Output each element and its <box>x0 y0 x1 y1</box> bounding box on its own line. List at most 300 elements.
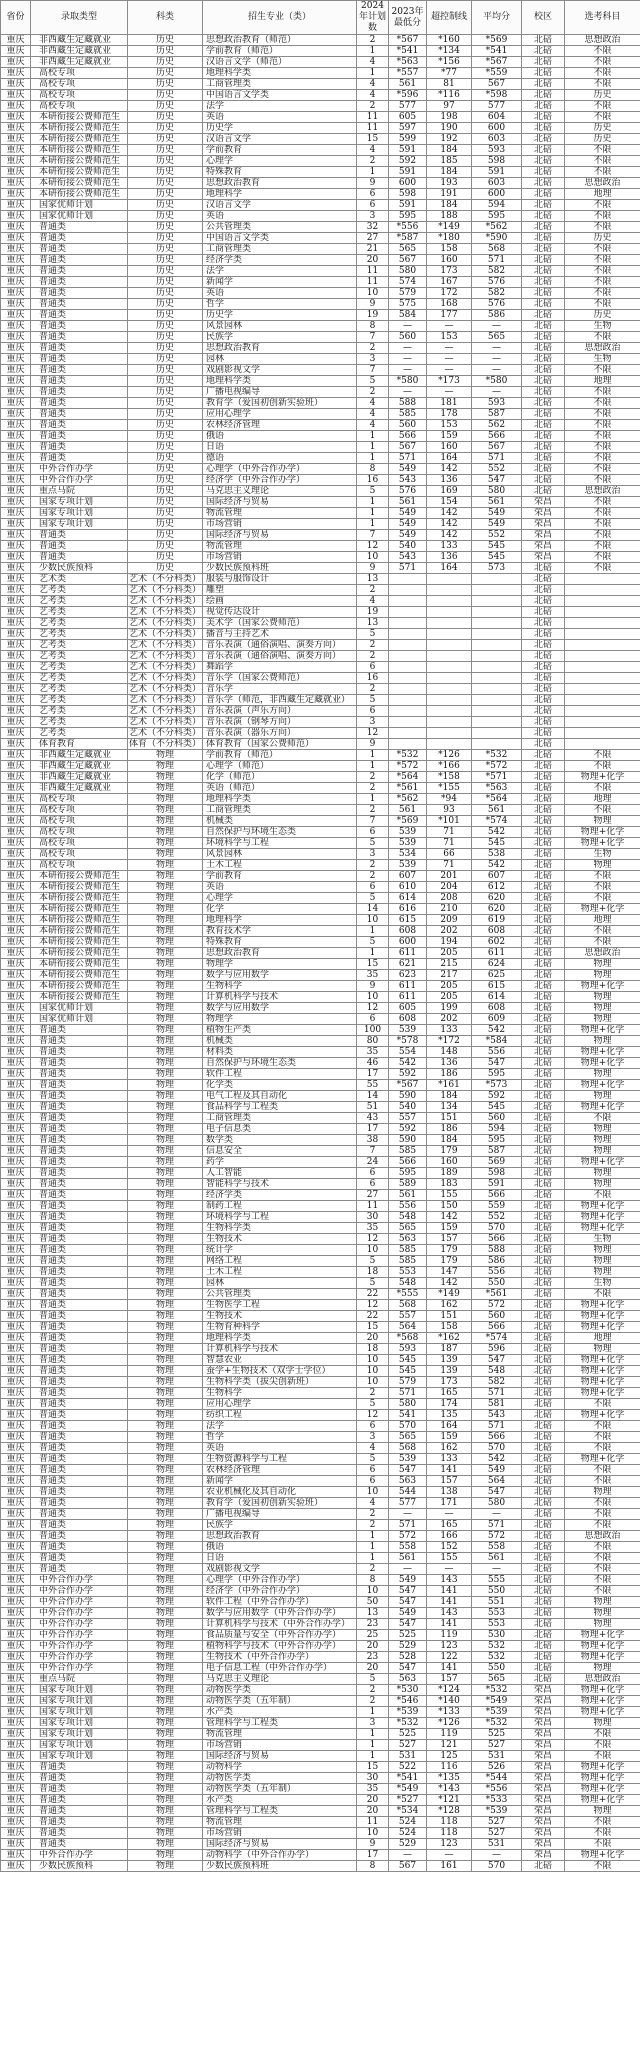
major-cell: 音乐表演（通俗演唱、演奏方向） <box>203 651 357 662</box>
min-score-cell: 608 <box>389 1014 427 1025</box>
major-cell: 音乐表演（通俗演唱、演奏方向） <box>203 640 357 651</box>
admission-type-cell: 普通类 <box>31 1289 128 1300</box>
average-score-cell: *564 <box>472 794 522 805</box>
min-score-cell: 547 <box>389 1586 427 1597</box>
min-score-cell: 567 <box>389 442 427 453</box>
subject-category-cell: 物理 <box>128 1619 203 1630</box>
plan-count-cell: 9 <box>357 1839 389 1850</box>
average-score-cell: 556 <box>472 1267 522 1278</box>
admission-type-cell: 普通类 <box>31 1102 128 1113</box>
required-subjects-cell: 不限 <box>565 222 640 233</box>
required-subjects-cell: 物理+化学 <box>565 1300 640 1311</box>
admission-type-cell: 高校专项 <box>31 849 128 860</box>
table-row <box>1 970 640 981</box>
campus-cell: 北碚 <box>522 1377 565 1388</box>
min-score-cell: 545 <box>389 1366 427 1377</box>
campus-cell: 北碚 <box>522 387 565 398</box>
table-row <box>1 1311 640 1322</box>
required-subjects-cell: 不限 <box>565 255 640 266</box>
admission-type-cell: 本研衔接公费师范生 <box>31 948 128 959</box>
min-score-cell: 592 <box>389 156 427 167</box>
plan-count-cell: 20 <box>357 1806 389 1817</box>
plan-count-cell: 1 <box>357 46 389 57</box>
admission-type-cell: 国家优师计划 <box>31 1003 128 1014</box>
admission-type-cell: 普通类 <box>31 1366 128 1377</box>
table-row <box>1 684 640 695</box>
subject-category-cell: 历史 <box>128 90 203 101</box>
average-score-cell <box>472 662 522 673</box>
table-row <box>1 1729 640 1740</box>
min-score-cell: 621 <box>389 959 427 970</box>
over-line-cell: *126 <box>427 1718 472 1729</box>
subject-category-cell: 历史 <box>128 464 203 475</box>
admission-type-cell: 普通类 <box>31 255 128 266</box>
over-line-cell: 142 <box>427 519 472 530</box>
average-score-cell: 571 <box>472 453 522 464</box>
plan-count-cell: 11 <box>357 266 389 277</box>
plan-count-cell: 5 <box>357 937 389 948</box>
table-row <box>1 1322 640 1333</box>
subject-category-cell: 物理 <box>128 1828 203 1839</box>
min-score-cell: 564 <box>389 1322 427 1333</box>
major-cell: 物流管理 <box>203 1817 357 1828</box>
over-line-cell: 202 <box>427 1014 472 1025</box>
average-score-cell: 600 <box>472 123 522 134</box>
subject-category-cell: 历史 <box>128 156 203 167</box>
subject-category-cell: 物理 <box>128 1003 203 1014</box>
major-cell: 心理学（师范） <box>203 761 357 772</box>
table-row <box>1 354 640 365</box>
plan-count-cell: 15 <box>357 134 389 145</box>
header-subject-category: 科类 <box>128 1 203 35</box>
province-cell: 重庆 <box>1 1674 31 1685</box>
required-subjects-cell: 物理+化学 <box>565 981 640 992</box>
min-score-cell: *532 <box>389 750 427 761</box>
table-row <box>1 959 640 970</box>
plan-count-cell: 2 <box>357 651 389 662</box>
major-cell: 新闻学 <box>203 1476 357 1487</box>
province-cell: 重庆 <box>1 1443 31 1454</box>
campus-cell: 北碚 <box>522 1487 565 1498</box>
campus-cell: 北碚 <box>522 365 565 376</box>
table-row <box>1 1861 640 1872</box>
admission-type-cell: 普通类 <box>31 1498 128 1509</box>
table-row <box>1 1751 640 1762</box>
over-line-cell: *116 <box>427 90 472 101</box>
required-subjects-cell: 生物 <box>565 1234 640 1245</box>
required-subjects-cell: 不限 <box>565 1509 640 1520</box>
required-subjects-cell: 物理+化学 <box>565 827 640 838</box>
province-cell: 重庆 <box>1 101 31 112</box>
admission-type-cell: 非西藏生定藏就业 <box>31 57 128 68</box>
table-row <box>1 57 640 68</box>
campus-cell: 北碚 <box>522 574 565 585</box>
over-line-cell: *172 <box>427 1036 472 1047</box>
min-score-cell: 563 <box>389 1476 427 1487</box>
campus-cell: 北碚 <box>522 1179 565 1190</box>
plan-count-cell: 11 <box>357 123 389 134</box>
plan-count-cell: 10 <box>357 1355 389 1366</box>
over-line-cell <box>427 695 472 706</box>
over-line-cell: *155 <box>427 783 472 794</box>
province-cell: 重庆 <box>1 1234 31 1245</box>
required-subjects-cell: 思想政治 <box>565 1674 640 1685</box>
province-cell: 重庆 <box>1 541 31 552</box>
required-subjects-cell: 物理+化学 <box>565 772 640 783</box>
plan-count-cell: 13 <box>357 618 389 629</box>
average-score-cell: *559 <box>472 68 522 79</box>
over-line-cell: *128 <box>427 1806 472 1817</box>
plan-count-cell: 1 <box>357 750 389 761</box>
required-subjects-cell: 物理 <box>565 1245 640 1256</box>
plan-count-cell: 11 <box>357 112 389 123</box>
campus-cell: 北碚 <box>522 1058 565 1069</box>
average-score-cell: — <box>472 343 522 354</box>
major-cell: 地理科学类 <box>203 1333 357 1344</box>
required-subjects-cell: 不限 <box>565 508 640 519</box>
campus-cell: 北碚 <box>522 1223 565 1234</box>
required-subjects-cell <box>565 717 640 728</box>
required-subjects-cell: 物理+化学 <box>565 1223 640 1234</box>
subject-category-cell: 物理 <box>128 1542 203 1553</box>
province-cell: 重庆 <box>1 915 31 926</box>
min-score-cell: 595 <box>389 211 427 222</box>
plan-count-cell: 7 <box>357 816 389 827</box>
over-line-cell <box>427 607 472 618</box>
plan-count-cell: 9 <box>357 981 389 992</box>
province-cell: 重庆 <box>1 321 31 332</box>
plan-count-cell: 35 <box>357 970 389 981</box>
table-row <box>1 871 640 882</box>
subject-category-cell: 物理 <box>128 750 203 761</box>
subject-category-cell: 历史 <box>128 112 203 123</box>
min-score-cell <box>389 629 427 640</box>
over-line-cell: *158 <box>427 772 472 783</box>
major-cell: 管理科学与工程类 <box>203 1718 357 1729</box>
admission-type-cell: 本研衔接公费师范生 <box>31 981 128 992</box>
average-score-cell: 549 <box>472 519 522 530</box>
required-subjects-cell: 不限 <box>565 112 640 123</box>
average-score-cell: 552 <box>472 464 522 475</box>
admission-type-cell: 普通类 <box>31 343 128 354</box>
over-line-cell: — <box>427 1564 472 1575</box>
province-cell: 重庆 <box>1 376 31 387</box>
province-cell: 重庆 <box>1 1465 31 1476</box>
over-line-cell: 133 <box>427 1454 472 1465</box>
major-cell: 网络工程 <box>203 1256 357 1267</box>
over-line-cell <box>427 596 472 607</box>
plan-count-cell: 46 <box>357 1058 389 1069</box>
table-row <box>1 1586 640 1597</box>
plan-count-cell: 13 <box>357 1608 389 1619</box>
admission-type-cell: 普通类 <box>31 1399 128 1410</box>
campus-cell: 北碚 <box>522 211 565 222</box>
plan-count-cell: 10 <box>357 1487 389 1498</box>
over-line-cell: 141 <box>427 1586 472 1597</box>
over-line-cell: 141 <box>427 1597 472 1608</box>
over-line-cell <box>427 662 472 673</box>
major-cell: 德语 <box>203 453 357 464</box>
subject-category-cell: 物理 <box>128 1564 203 1575</box>
campus-cell: 北碚 <box>522 1025 565 1036</box>
major-cell: 广播电视编导 <box>203 1509 357 1520</box>
min-score-cell <box>389 695 427 706</box>
min-score-cell <box>389 728 427 739</box>
province-cell: 重庆 <box>1 332 31 343</box>
min-score-cell: 548 <box>389 1212 427 1223</box>
plan-count-cell: 6 <box>357 1014 389 1025</box>
plan-count-cell: 19 <box>357 310 389 321</box>
table-row <box>1 1102 640 1113</box>
campus-cell: 北碚 <box>522 695 565 706</box>
campus-cell: 北碚 <box>522 838 565 849</box>
table-row <box>1 1410 640 1421</box>
province-cell: 重庆 <box>1 860 31 871</box>
subject-category-cell: 物理 <box>128 926 203 937</box>
min-score-cell: 605 <box>389 1003 427 1014</box>
plan-count-cell: 1 <box>357 1751 389 1762</box>
admission-type-cell: 普通类 <box>31 233 128 244</box>
plan-count-cell: 1 <box>357 1707 389 1718</box>
admission-type-cell: 艺考类 <box>31 596 128 607</box>
plan-count-cell: 3 <box>357 1432 389 1443</box>
province-cell: 重庆 <box>1 904 31 915</box>
campus-cell: 北碚 <box>522 277 565 288</box>
over-line-cell: 157 <box>427 1476 472 1487</box>
admission-type-cell: 普通类 <box>31 332 128 343</box>
campus-cell: 北碚 <box>522 662 565 673</box>
required-subjects-cell: 物理+化学 <box>565 1850 640 1861</box>
plan-count-cell: 51 <box>357 1102 389 1113</box>
min-score-cell <box>389 607 427 618</box>
province-cell: 重庆 <box>1 530 31 541</box>
average-score-cell: 570 <box>472 1223 522 1234</box>
major-cell: 动物医学类（五年制） <box>203 1784 357 1795</box>
average-score-cell: — <box>472 1850 522 1861</box>
table-row <box>1 376 640 387</box>
min-score-cell: 608 <box>389 926 427 937</box>
province-cell: 重庆 <box>1 167 31 178</box>
major-cell: 地理科学 <box>203 915 357 926</box>
plan-count-cell: 4 <box>357 420 389 431</box>
province-cell: 重庆 <box>1 1542 31 1553</box>
average-score-cell: 547 <box>472 1058 522 1069</box>
over-line-cell: 71 <box>427 860 472 871</box>
subject-category-cell: 物理 <box>128 1300 203 1311</box>
required-subjects-cell: 不限 <box>565 1586 640 1597</box>
table-row <box>1 1146 640 1157</box>
campus-cell: 北碚 <box>522 772 565 783</box>
major-cell: 广播电视编导 <box>203 387 357 398</box>
min-score-cell: *534 <box>389 1806 427 1817</box>
admission-type-cell: 普通类 <box>31 1091 128 1102</box>
required-subjects-cell: 物理+化学 <box>565 1047 640 1058</box>
min-score-cell: 590 <box>389 1091 427 1102</box>
min-score-cell: *578 <box>389 1036 427 1047</box>
average-score-cell: 538 <box>472 849 522 860</box>
admission-type-cell: 艺术类 <box>31 574 128 585</box>
province-cell: 重庆 <box>1 1168 31 1179</box>
plan-count-cell: 8 <box>357 464 389 475</box>
plan-count-cell: 16 <box>357 475 389 486</box>
required-subjects-cell <box>565 629 640 640</box>
average-score-cell: 576 <box>472 277 522 288</box>
min-score-cell: 577 <box>389 101 427 112</box>
average-score-cell <box>472 607 522 618</box>
subject-category-cell: 物理 <box>128 1597 203 1608</box>
plan-count-cell: 10 <box>357 1377 389 1388</box>
subject-category-cell: 物理 <box>128 1487 203 1498</box>
header-campus: 校区 <box>522 1 565 35</box>
subject-category-cell: 物理 <box>128 1245 203 1256</box>
admission-type-cell: 普通类 <box>31 1784 128 1795</box>
table-row <box>1 651 640 662</box>
plan-count-cell: 9 <box>357 178 389 189</box>
campus-cell: 北碚 <box>522 35 565 46</box>
major-cell: 俄语 <box>203 1542 357 1553</box>
province-cell: 重庆 <box>1 1014 31 1025</box>
table-row <box>1 794 640 805</box>
average-score-cell: 542 <box>472 860 522 871</box>
admission-type-cell: 国家优师计划 <box>31 200 128 211</box>
table-header-row <box>1 1 640 35</box>
average-score-cell: 580 <box>472 1498 522 1509</box>
province-cell: 重庆 <box>1 1531 31 1542</box>
admission-type-cell: 中外合作办学 <box>31 1630 128 1641</box>
campus-cell: 北碚 <box>522 893 565 904</box>
campus-cell: 北碚 <box>522 1344 565 1355</box>
campus-cell: 北碚 <box>522 1047 565 1058</box>
subject-category-cell: 艺术（不分科类） <box>129 618 202 628</box>
major-cell: 俄语 <box>203 431 357 442</box>
subject-category-cell: 物理 <box>128 1476 203 1487</box>
plan-count-cell: 50 <box>357 1597 389 1608</box>
subject-category-cell: 物理 <box>128 992 203 1003</box>
major-cell: 英语 <box>203 882 357 893</box>
average-score-cell: 566 <box>472 431 522 442</box>
province-cell: 重庆 <box>1 1377 31 1388</box>
admission-type-cell: 国家专项计划 <box>31 1729 128 1740</box>
province-cell: 重庆 <box>1 1300 31 1311</box>
plan-count-cell: 6 <box>357 200 389 211</box>
required-subjects-cell: 不限 <box>565 805 640 816</box>
subject-category-cell: 艺术（不分科类） <box>129 629 202 639</box>
plan-count-cell: 55 <box>357 1080 389 1091</box>
campus-cell: 北碚 <box>522 1212 565 1223</box>
min-score-cell: 563 <box>389 1234 427 1245</box>
province-cell: 重庆 <box>1 772 31 783</box>
subject-category-cell: 历史 <box>128 563 203 574</box>
campus-cell: 北碚 <box>522 222 565 233</box>
table-row <box>1 552 640 563</box>
subject-category-cell: 物理 <box>128 1157 203 1168</box>
subject-category-cell: 物理 <box>128 827 203 838</box>
major-cell: 中国语言文学类 <box>203 90 357 101</box>
average-score-cell: 570 <box>472 1443 522 1454</box>
subject-category-cell: 历史 <box>128 233 203 244</box>
plan-count-cell: 16 <box>357 673 389 684</box>
over-line-cell: 190 <box>427 123 472 134</box>
major-cell: 土木工程 <box>203 860 357 871</box>
province-cell: 重庆 <box>1 1454 31 1465</box>
header-average-score: 平均分 <box>472 1 522 35</box>
required-subjects-cell: 不限 <box>565 288 640 299</box>
average-score-cell: 551 <box>472 1597 522 1608</box>
min-score-cell <box>389 651 427 662</box>
required-subjects-cell: 不限 <box>565 1751 640 1762</box>
subject-category-cell: 历史 <box>128 57 203 68</box>
major-cell: 英语 <box>203 112 357 123</box>
admission-type-cell: 普通类 <box>31 321 128 332</box>
campus-cell: 北碚 <box>522 959 565 970</box>
plan-count-cell: 22 <box>357 1289 389 1300</box>
admission-type-cell: 普通类 <box>31 310 128 321</box>
campus-cell: 北碚 <box>522 1245 565 1256</box>
min-score-cell: 584 <box>389 310 427 321</box>
min-score-cell: 611 <box>389 992 427 1003</box>
province-cell: 重庆 <box>1 651 31 662</box>
table-row <box>1 607 640 618</box>
required-subjects-cell: 不限 <box>565 299 640 310</box>
over-line-cell <box>427 673 472 684</box>
province-cell: 重庆 <box>1 563 31 574</box>
subject-category-cell: 物理 <box>128 1212 203 1223</box>
table-row <box>1 255 640 266</box>
major-cell: 药学 <box>203 1157 357 1168</box>
required-subjects-cell: 地理 <box>565 189 640 200</box>
province-cell: 重庆 <box>1 222 31 233</box>
table-row <box>1 1641 640 1652</box>
campus-cell: 北碚 <box>522 783 565 794</box>
table-row <box>1 596 640 607</box>
required-subjects-cell: 物理 <box>565 959 640 970</box>
average-score-cell: *573 <box>472 1080 522 1091</box>
over-line-cell: 150 <box>427 1201 472 1212</box>
table-row <box>1 1839 640 1850</box>
admission-type-cell: 艺考类 <box>31 651 128 662</box>
over-line-cell: — <box>427 343 472 354</box>
campus-cell: 北碚 <box>522 1531 565 1542</box>
over-line-cell: *162 <box>427 1333 472 1344</box>
plan-count-cell: 2 <box>357 860 389 871</box>
average-score-cell: 549 <box>472 1465 522 1476</box>
average-score-cell: 620 <box>472 893 522 904</box>
min-score-cell <box>389 574 427 585</box>
min-score-cell: — <box>389 343 427 354</box>
average-score-cell: *532 <box>472 1718 522 1729</box>
major-cell: 智慧农业 <box>203 1355 357 1366</box>
province-cell: 重庆 <box>1 1630 31 1641</box>
subject-category-cell: 历史 <box>128 354 203 365</box>
plan-count-cell: 8 <box>357 321 389 332</box>
over-line-cell: 139 <box>427 1366 472 1377</box>
major-cell: 公共管理类 <box>203 1289 357 1300</box>
province-cell: 重庆 <box>1 68 31 79</box>
subject-category-cell: 物理 <box>128 1674 203 1685</box>
average-score-cell: 603 <box>472 178 522 189</box>
table-row <box>1 1223 640 1234</box>
subject-category-cell: 物理 <box>128 1322 203 1333</box>
average-score-cell: 570 <box>472 1861 522 1872</box>
table-row <box>1 156 640 167</box>
table-row <box>1 827 640 838</box>
over-line-cell: 160 <box>427 255 472 266</box>
admission-type-cell: 艺考类 <box>31 607 128 618</box>
major-cell: 生物科学类（拔尖创新班） <box>203 1377 357 1388</box>
table-row <box>1 1091 640 1102</box>
admission-type-cell: 普通类 <box>31 1520 128 1531</box>
admission-type-cell: 本研衔接公费师范生 <box>31 112 128 123</box>
